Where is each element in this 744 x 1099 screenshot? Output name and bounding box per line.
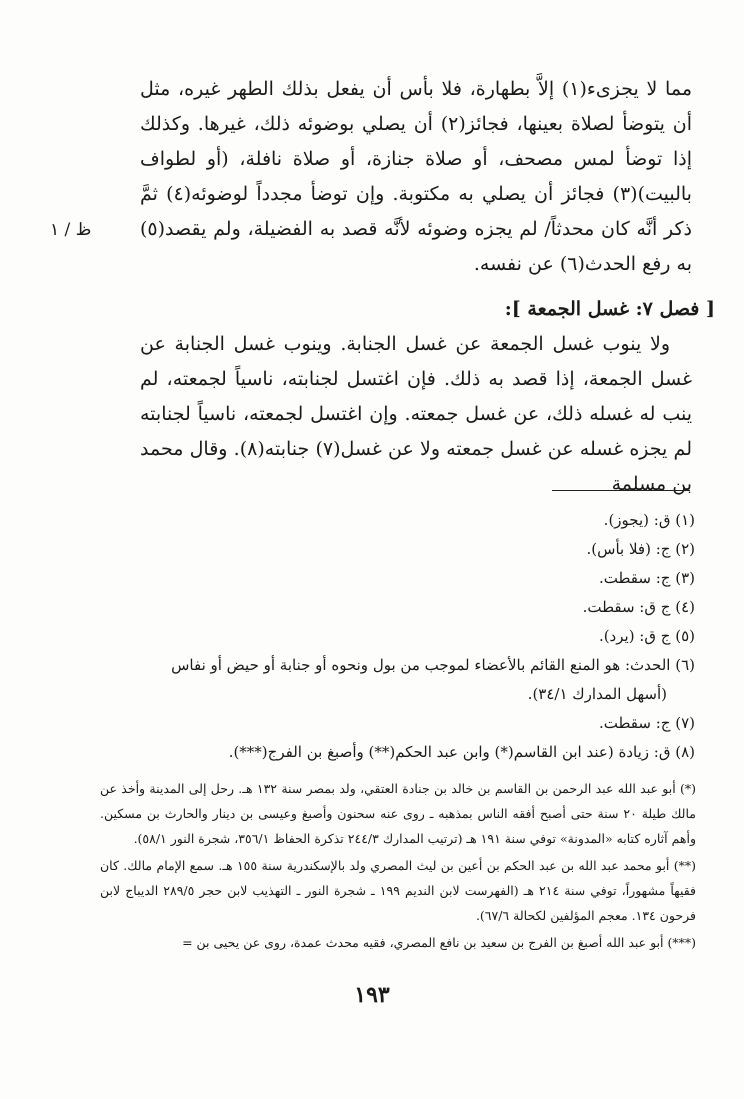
footnote-5: (٥) ج ق: (يرد). bbox=[598, 627, 695, 645]
main-text bbox=[140, 72, 692, 282]
footnotes bbox=[150, 506, 695, 767]
page-number: ١٩٣ bbox=[354, 982, 390, 1008]
biographical-notes bbox=[100, 776, 696, 957]
footnote-8: (٨) ق: زيادة (عند ابن القاسم(*) وابن عبد الحكم(**) وأصبغ بن الفرج(***). bbox=[228, 743, 695, 761]
footnote-6-continuation: (أسهل المدارك ٣٤/١). bbox=[527, 685, 667, 703]
footnote-divider bbox=[552, 490, 690, 491]
footnote-4: (٤) ج ق: سقطت. bbox=[582, 598, 695, 616]
footnote-7: (٧) ج: سقطت. bbox=[598, 714, 695, 732]
footnote-1: (١) ق: (يجوز). bbox=[603, 511, 695, 529]
bio-note-3: (***) أبو عبد الله أصبغ بن الفرج بن سعيد بن نافع المصري، فقيه محدث عمدة، روى عن يحيى بن = bbox=[182, 935, 696, 950]
section-text bbox=[140, 327, 692, 502]
footnote-6: (٦) الحدث: هو المنع القائم بالأعضاء لموجب من بول ونحوه أو جنابة أو حيض أو نفاس bbox=[171, 656, 695, 674]
footnote-3: (٣) ج: سقطت. bbox=[598, 569, 695, 587]
footnote-2: (٢) ج: (فلا بأس). bbox=[586, 540, 695, 558]
bio-note-1: (*) أبو عبد الله عبد الرحمن بن القاسم بن خالد بن جنادة العتقي، ولد بمصر سنة ١٣٢ هـ. رحل إلى المدينة وأخذ عن مالك طيلة ٢٠ سنة حتى أصبح أفقه الناس بمذهبه ـ روى عنه سحنون وأصبغ وعيسى بن دينار والحارث بن مسكين. وأهم آثاره كتابه «المدونة» توفي سنة ١٩١ هـ (ترتيب المدارك ٢٤٤/٣ تذكرة الحفاظ ٣٥٦/١، شجرة النور ٥٨/١). bbox=[100, 781, 697, 846]
margin-folio-note: ظ / ١ bbox=[50, 220, 92, 240]
section-heading: [ فصل ٧: غسل الجمعة ]: bbox=[504, 298, 715, 320]
section-paragraph: ولا ينوب غسل الجمعة عن غسل الجنابة. وينوب غسل الجنابة عن غسل الجمعة، إذا قصد به ذلك. فإن اغتسل لجنابته، ناسياً لجمعته، لم ينب له غسله ذلك، عن غسل جمعته. وإن اغتسل لجمعته، ناسياً لجنابته لم يجزه غسله عن غسل جمعته ولا عن غسل(٧) جنابته(٨). وقال محمد بن مسلمة bbox=[140, 333, 692, 495]
body-paragraph: مما لا يجزىء(١) إلاَّ بطهارة، فلا بأس أن يفعل بذلك الطهر غيره، مثل أن يتوضأ لصلاة بعينها، فجائز(٢) أن يصلي بوضوئه ذلك، غيرها. وكذلك إذا توضأ لمس مصحف، أو صلاة جنازة، أو صلاة نافلة، (أو لطواف بالبيت)(٣) فجائز أن يصلي به مكتوبة. وإن توضأ مجدداً لوضوئه(٤) ثمَّ ذكر أنَّه كان محدثاً/ لم يجزه وضوئه لأنَّه قصد به الفضيلة، ولم يقصد(٥) به رفع الحدث(٦) عن نفسه. bbox=[140, 78, 692, 275]
bio-note-2: (**) أبو محمد عبد الله بن عبد الحكم بن أعين بن ليث المصري ولد بالإسكندرية سنة ١٥٥ هـ. سمع الإمام مالك. كان فقيهاً مشهوراً، توفي سنة ٢١٤ هـ (الفهرست لابن النديم ١٩٩ ـ شجرة النور ـ التهذيب لابن حجر ٢٨٩/٥ الديباج لابن فرحون ١٣٤. معجم المؤلفين لكحالة ٦٧/٦). bbox=[100, 858, 697, 923]
